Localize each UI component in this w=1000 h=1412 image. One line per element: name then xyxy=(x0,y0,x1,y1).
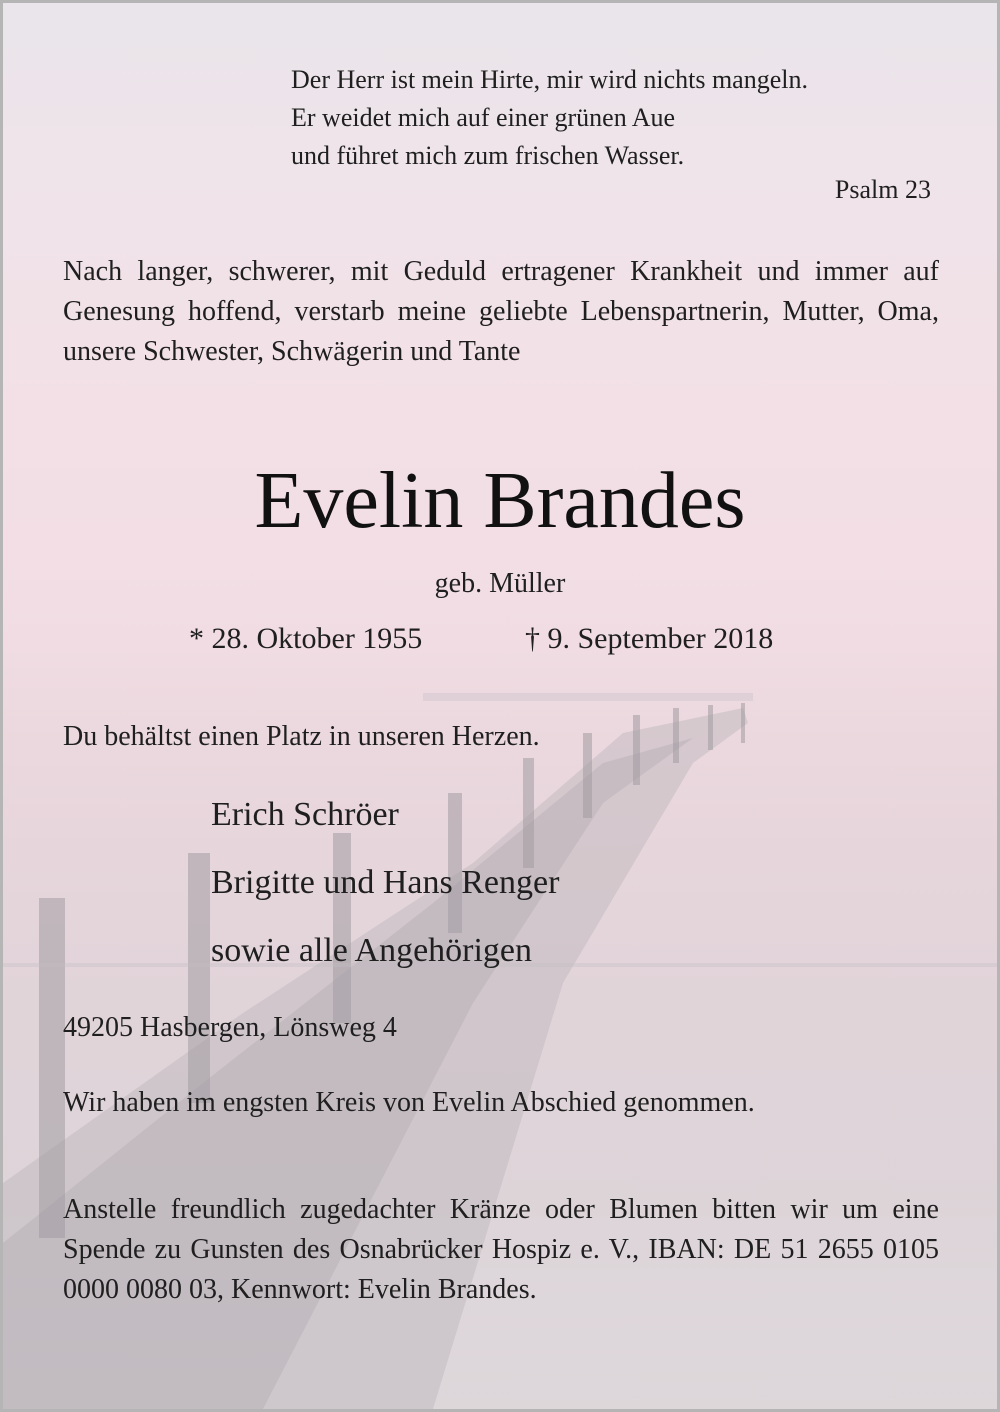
mourners-list xyxy=(211,781,559,985)
birth-name: geb. Müller xyxy=(434,568,566,599)
deceased-name: Evelin Brandes xyxy=(254,457,746,545)
mourner-name: Brigitte und Hans Renger xyxy=(211,864,560,901)
death-date: † 9. September 2018 xyxy=(525,622,774,655)
mourner-name: sowie alle Angehörigen xyxy=(211,932,533,969)
intro-text: Nach langer, schwerer, mit Geduld ertragener Krankheit und immer auf Genesung hoffend, verstarb meine geliebte Lebenspartnerin, Mutter, Oma, unsere Schwester, Schwägerin und Tante xyxy=(63,256,939,367)
life-dates xyxy=(3,619,997,659)
farewell-text: Du behältst einen Platz in unseren Herzen. xyxy=(63,721,540,752)
birth-date: * 28. Oktober 1955 xyxy=(189,622,423,655)
mourner-name: Erich Schröer xyxy=(211,796,399,833)
psalm-source: Psalm 23 xyxy=(834,175,931,204)
farewell-note: Wir haben im engsten Kreis von Evelin Abschied genommen. xyxy=(63,1087,755,1118)
psalm-line: Der Herr ist mein Hirte, mir wird nichts mangeln. xyxy=(291,65,808,94)
psalm-line: und führet mich zum frischen Wasser. xyxy=(291,141,685,170)
psalm-quote xyxy=(291,61,808,175)
psalm-line: Er weidet mich auf einer grünen Aue xyxy=(291,103,676,132)
donation-note: Anstelle freundlich zugedachter Kränze oder Blumen bitten wir um eine Spende zu Gunsten des Osnabrücker Hospiz e. V., IBAN: DE 51 2655 0105 0000 0080 03, Kennwort: Evelin Brandes. xyxy=(63,1194,939,1305)
address: 49205 Hasbergen, Lönsweg 4 xyxy=(63,1012,397,1043)
